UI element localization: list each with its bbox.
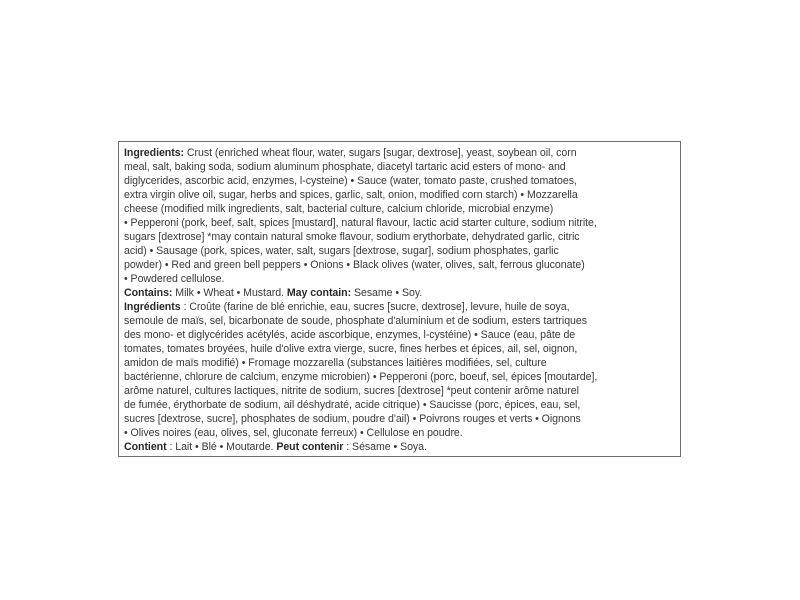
fr-ingredients-line-9: sucres [dextrose, sucre], phosphates de sodium, poudre d'ail) • Poivrons rouges et verts • Oignons (124, 413, 581, 425)
en-allergen-line (124, 286, 675, 300)
fr-ingredients-line-4: tomates, tomates broyées, huile d'olive extra vierge, sucre, fines herbes et épices, ail, sel, oignon, (124, 343, 578, 355)
ingredients-label-panel (118, 141, 681, 457)
en-ingredients-line-6: • Pepperoni (pork, beef, salt, spices [mustard], natural flavour, lactic acid starter culture, sodium nitrite, (124, 217, 597, 229)
fr-ingredients-line-2: semoule de maïs, sel, bicarbonate de soude, phosphate d'aluminium et de sodium, esters tartriques (124, 315, 587, 327)
fr-ingredients-line-3: des mono- et diglycérides acétylés, acide ascorbique, enzymes, l-cystéine) • Sauce (eau, pâte de (124, 329, 576, 341)
en-ingredients-text-1: Crust (enriched wheat flour, water, sugars [sugar, dextrose], yeast, soybean oil, corn (184, 147, 577, 159)
en-ingredients-line-8: acid) • Sausage (pork, spices, water, salt, sugars [dextrose, sugar], sodium phosphates, garlic (124, 245, 559, 257)
fr-may-contain-text: : Sésame • Soya. (343, 441, 427, 453)
en-ingredients-line-9: powder) • Red and green bell peppers • Onions • Black olives (water, olives, salt, ferrous gluconate) (124, 259, 585, 271)
fr-ingredients-line-6: bactérienne, chlorure de calcium, enzyme microbien) • Pepperoni (porc, boeuf, sel, épices [moutarde], (124, 371, 598, 383)
en-ingredients-line-3: diglycerides, ascorbic acid, enzymes, l-cysteine) • Sauce (water, tomato paste, crushed tomatoes, (124, 175, 577, 187)
en-contains-heading: Contains: (124, 287, 173, 299)
en-ingredients-line-2: meal, salt, baking soda, sodium aluminum phosphate, diacetyl tartaric acid esters of mono- and (124, 161, 566, 173)
fr-contains-text: : Lait • Blé • Moutarde. (166, 441, 277, 453)
fr-may-contain-heading: Peut contenir (276, 441, 344, 453)
en-ingredients-line-1 (124, 146, 675, 160)
en-ingredients-line-10: • Powdered cellulose. (124, 273, 225, 285)
en-ingredients-heading: Ingredients: (124, 147, 185, 159)
fr-ingredients-heading: Ingrédients (124, 301, 181, 313)
fr-ingredients-line-10: • Olives noires (eau, olives, sel, gluconate ferreux) • Cellulose en poudre. (124, 427, 463, 439)
en-may-contain-heading: May contain: (286, 287, 352, 299)
en-ingredients-line-7: sugars [dextrose] *may contain natural smoke flavour, sodium erythorbate, dehydrated garlic, citric (124, 231, 580, 243)
fr-ingredients-line-8: de fumée, érythorbate de sodium, ail déshydraté, acide citrique) • Saucisse (porc, épices, eau, sel, (124, 399, 581, 411)
fr-ingredients-line-5: amidon de maïs modifié) • Fromage mozzarella (substances laitières modifiées, sel, culture (124, 357, 547, 369)
fr-allergen-line (124, 440, 675, 454)
en-may-contain-text: Sesame • Soy. (351, 287, 423, 299)
fr-ingredients-text-1: : Croûte (farine de blé enrichie, eau, sucres [sucre, dextrose], levure, huile de soya, (180, 301, 570, 313)
fr-contains-heading: Contient (124, 441, 167, 453)
fr-ingredients-line-7: arôme naturel, cultures lactiques, nitrite de sodium, sucres [dextrose] *peut contenir arôme naturel (124, 385, 579, 397)
en-ingredients-line-5: cheese (modified milk ingredients, salt, bacterial culture, calcium chloride, microbial enzyme) (124, 203, 554, 215)
en-ingredients-line-4: extra virgin olive oil, sugar, herbs and spices, garlic, salt, onion, modified corn starch) • Mozzarella (124, 189, 578, 201)
en-contains-text: Milk • Wheat • Mustard. (172, 287, 287, 299)
fr-ingredients-line-1 (124, 300, 675, 314)
